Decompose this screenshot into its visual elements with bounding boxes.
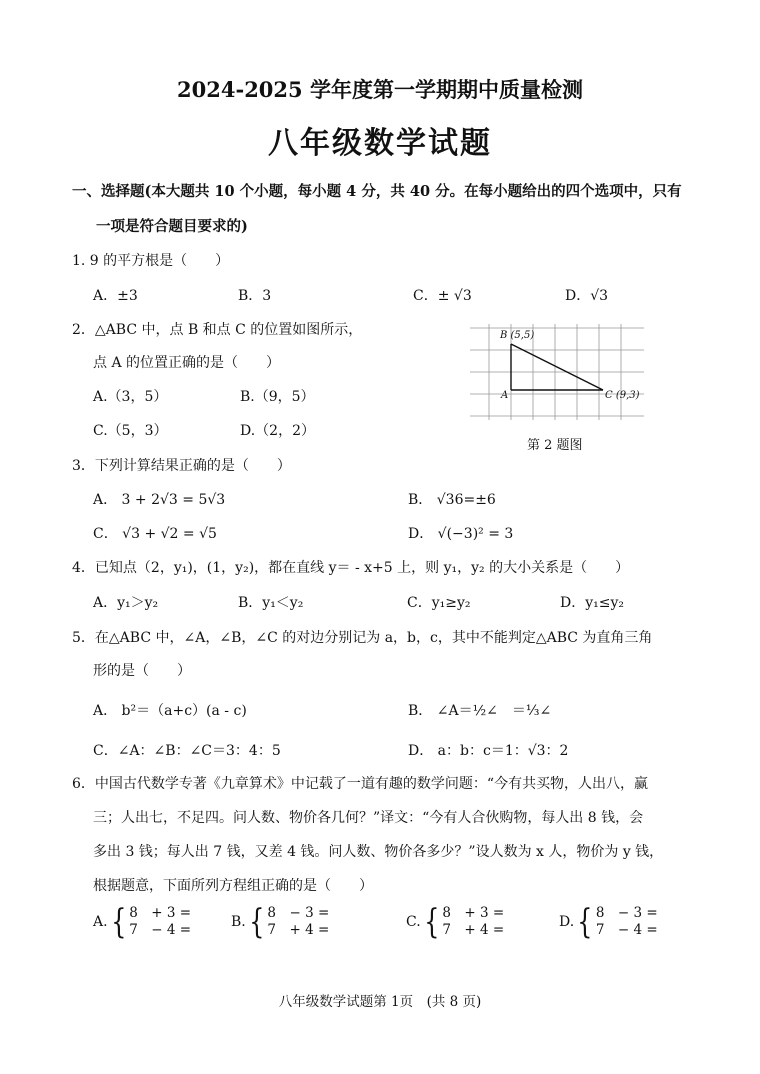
- q5-option-d: D． a：b：c＝1：√3：2: [408, 743, 569, 759]
- q4-option-d: D．y₁≤y₂: [560, 595, 624, 611]
- q3-option-a: A． 3 + 2√3 = 5√3: [93, 492, 226, 508]
- q2-grid-figure: [468, 324, 648, 420]
- q6-option-a-row1: 8 + 3 =: [129, 905, 192, 921]
- q6-option-d: D.{ 8 − 3 = 7 − 4 =: [559, 902, 658, 942]
- question-6-line4: 根据题意，下面所列方程组正确的是（ ）: [93, 878, 373, 894]
- exam-title: 2024-2025 学年度第一学期期中质量检测: [177, 77, 583, 102]
- q1-option-a: A．±3: [93, 288, 138, 304]
- q5-option-a: A． b²＝（a+c）(a - c): [93, 703, 247, 719]
- question-3-stem: 3．下列计算结果正确的是（ ）: [72, 458, 291, 474]
- q4-option-a: A．y₁＞y₂: [93, 595, 159, 611]
- q6-option-d-row1: 8 − 3 =: [595, 905, 658, 921]
- q2-option-a: A.（3，5）: [93, 389, 168, 405]
- q6-option-a: A.{ 8 + 3 = 7 − 4 =: [93, 902, 192, 942]
- q6-option-c: C.{ 8 + 3 = 7 + 4 =: [406, 902, 505, 942]
- q6-option-c-row2: 7 + 4 =: [442, 922, 505, 938]
- question-1-stem: 1. 9 的平方根是（ ）: [72, 253, 230, 269]
- q2-figure-label-a: A: [501, 390, 509, 401]
- q3-option-d: D． √(−3)² = 3: [408, 526, 514, 542]
- question-2-stem-line1: 2．△ABC 中，点 B 和点 C 的位置如图所示，: [72, 322, 363, 338]
- q1-option-c: C．± √3: [413, 288, 472, 304]
- question-6-line2: 三；人出七，不足四。问人数、物价各几何？”译文：“今有人合伙购物，每人出 8 钱，会: [93, 810, 644, 826]
- q6-option-c-row1: 8 + 3 =: [442, 905, 505, 921]
- q6-option-c-label: C.: [406, 914, 421, 930]
- q3-option-b: B． √36=±6: [408, 492, 496, 508]
- q6-option-b-row2: 7 + 4 =: [267, 922, 330, 938]
- q2-option-d: D.（2，2）: [240, 423, 315, 439]
- q5-option-c: C．∠A：∠B：∠C＝3：4：5: [93, 743, 281, 759]
- question-4-stem: 4．已知点（2，y₁)，(1，y₂)，都在直线 y＝ - x+5 上，则 y₁，y₂ 的大小关系是（ ）: [72, 560, 630, 576]
- q6-option-a-label: A.: [93, 914, 108, 930]
- q6-option-b-row1: 8 − 3 =: [267, 905, 330, 921]
- question-5-stem-line2: 形的是（ ）: [93, 663, 191, 679]
- q2-figure-label-b: B (5,5): [500, 330, 535, 341]
- q6-option-a-row2: 7 − 4 =: [129, 922, 192, 938]
- section-heading-line2: 一项是符合题目要求的): [96, 218, 248, 235]
- q2-figure-caption: 第 2 题图: [527, 438, 583, 453]
- question-5-stem-line1: 5．在△ABC 中，∠A，∠B，∠C 的对边分别记为 a，b，c，其中不能判定△ABC 为直角三角: [72, 630, 653, 646]
- q4-option-c: C．y₁≥y₂: [407, 595, 471, 611]
- question-6-line3: 多出 3 钱；每人出 7 钱，又差 4 钱。问人数、物价各多少？”设人数为 x 人，物价为 y 钱，: [93, 844, 664, 860]
- q6-option-b-label: B.: [231, 914, 246, 930]
- exam-subtitle: 八年级数学试题: [268, 126, 492, 161]
- question-2-stem-line2: 点 A 的位置正确的是（ ）: [93, 355, 281, 371]
- q6-option-d-row2: 7 − 4 =: [595, 922, 658, 938]
- q6-option-d-label: D.: [559, 914, 575, 930]
- q1-option-b: B．3: [238, 288, 272, 304]
- q3-option-c: C． √3 + √2 = √5: [93, 526, 217, 542]
- q1-option-d: D．√3: [565, 288, 609, 304]
- q4-option-b: B．y₁＜y₂: [238, 595, 304, 611]
- q5-option-b: B． ∠A＝½∠ ＝⅓∠: [408, 703, 552, 719]
- q2-option-b: B.（9，5）: [240, 389, 315, 405]
- section-heading-line1: 一、选择题(本大题共 10 个小题，每小题 4 分，共 40 分。在每小题给出的四个选项中，只有: [72, 183, 682, 200]
- question-6-line1: 6．中国古代数学专著《九章算术》中记载了一道有趣的数学问题：“今有共买物，人出八，赢: [72, 776, 649, 792]
- q2-figure-label-c: C (9,3): [605, 390, 640, 401]
- q2-option-c: C.（5，3）: [93, 423, 168, 439]
- q6-option-b: B.{ 8 − 3 = 7 + 4 =: [231, 902, 330, 942]
- page-footer: 八年级数学试题第 1页 (共 8 页): [278, 994, 482, 1010]
